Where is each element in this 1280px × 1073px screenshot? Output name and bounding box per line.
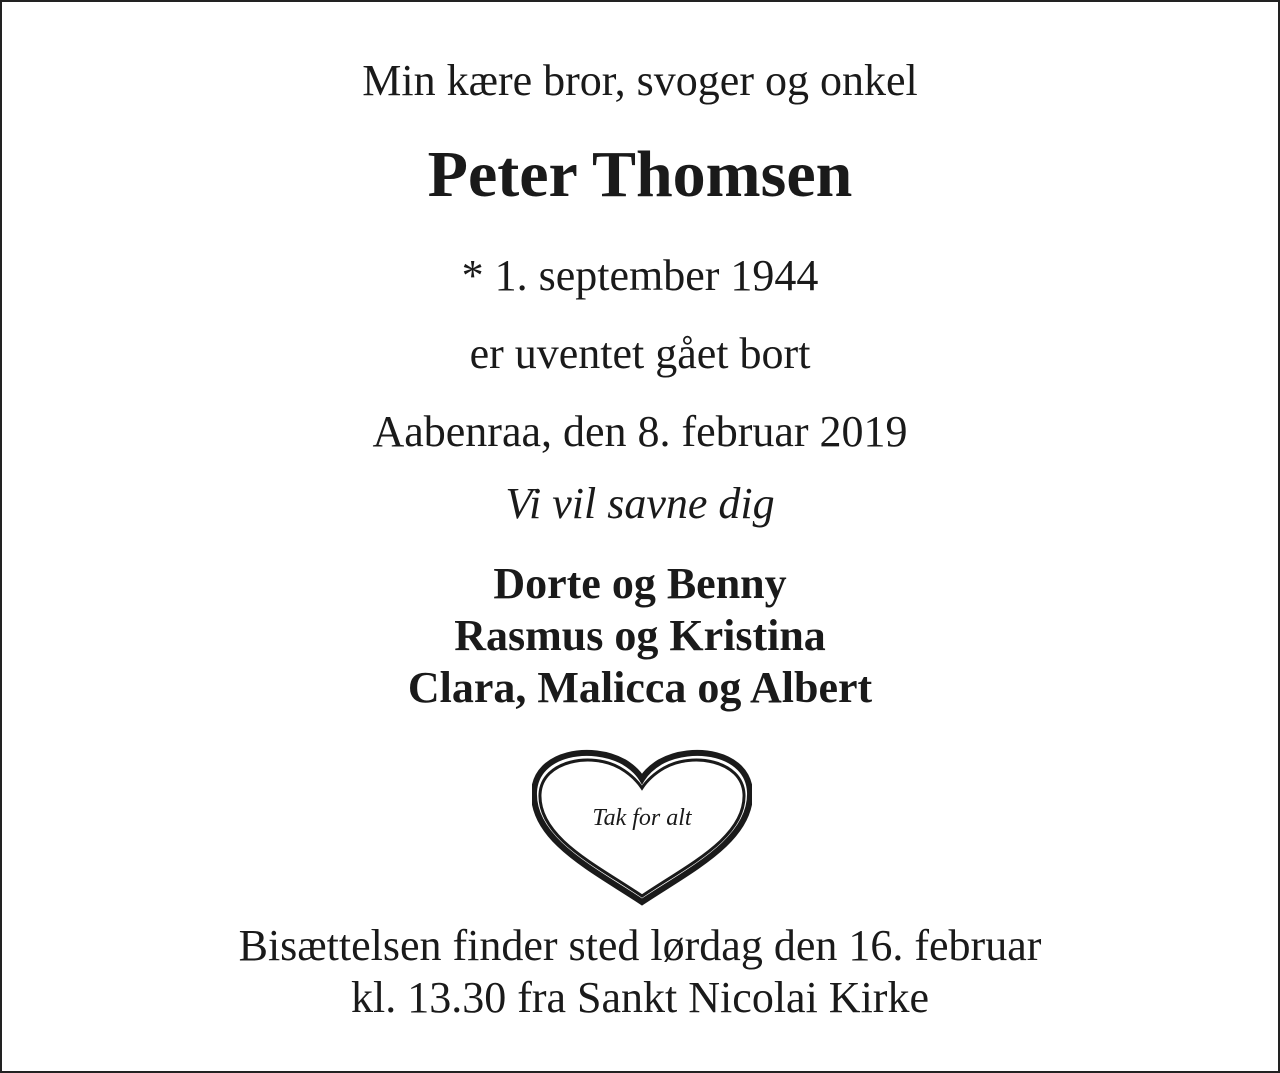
funeral-line: Bisættelsen finder sted lørdag den 16. februar: [238, 921, 1042, 970]
passing-text: er uventet gået bort: [469, 329, 811, 378]
place-and-date: Aabenraa, den 8. februar 2019: [372, 407, 908, 456]
mourner-line: Clara, Malicca og Albert: [407, 663, 873, 712]
intro-text: Min kære bror, svoger og onkel: [362, 56, 918, 105]
mourner-line: Rasmus og Kristina: [454, 611, 826, 660]
birth-date: * 1. september 1944: [461, 251, 819, 300]
mourners-list: [2, 558, 1278, 714]
deceased-name: Peter Thomsen: [427, 138, 853, 211]
heart-caption: Tak for alt: [592, 805, 692, 831]
mourner-line: Dorte og Benny: [493, 559, 787, 608]
funeral-details: [2, 920, 1278, 1024]
heart-emblem: [532, 746, 752, 906]
farewell-text: Vi vil savne dig: [505, 479, 775, 528]
funeral-line: kl. 13.30 fra Sankt Nicolai Kirke: [351, 973, 929, 1022]
